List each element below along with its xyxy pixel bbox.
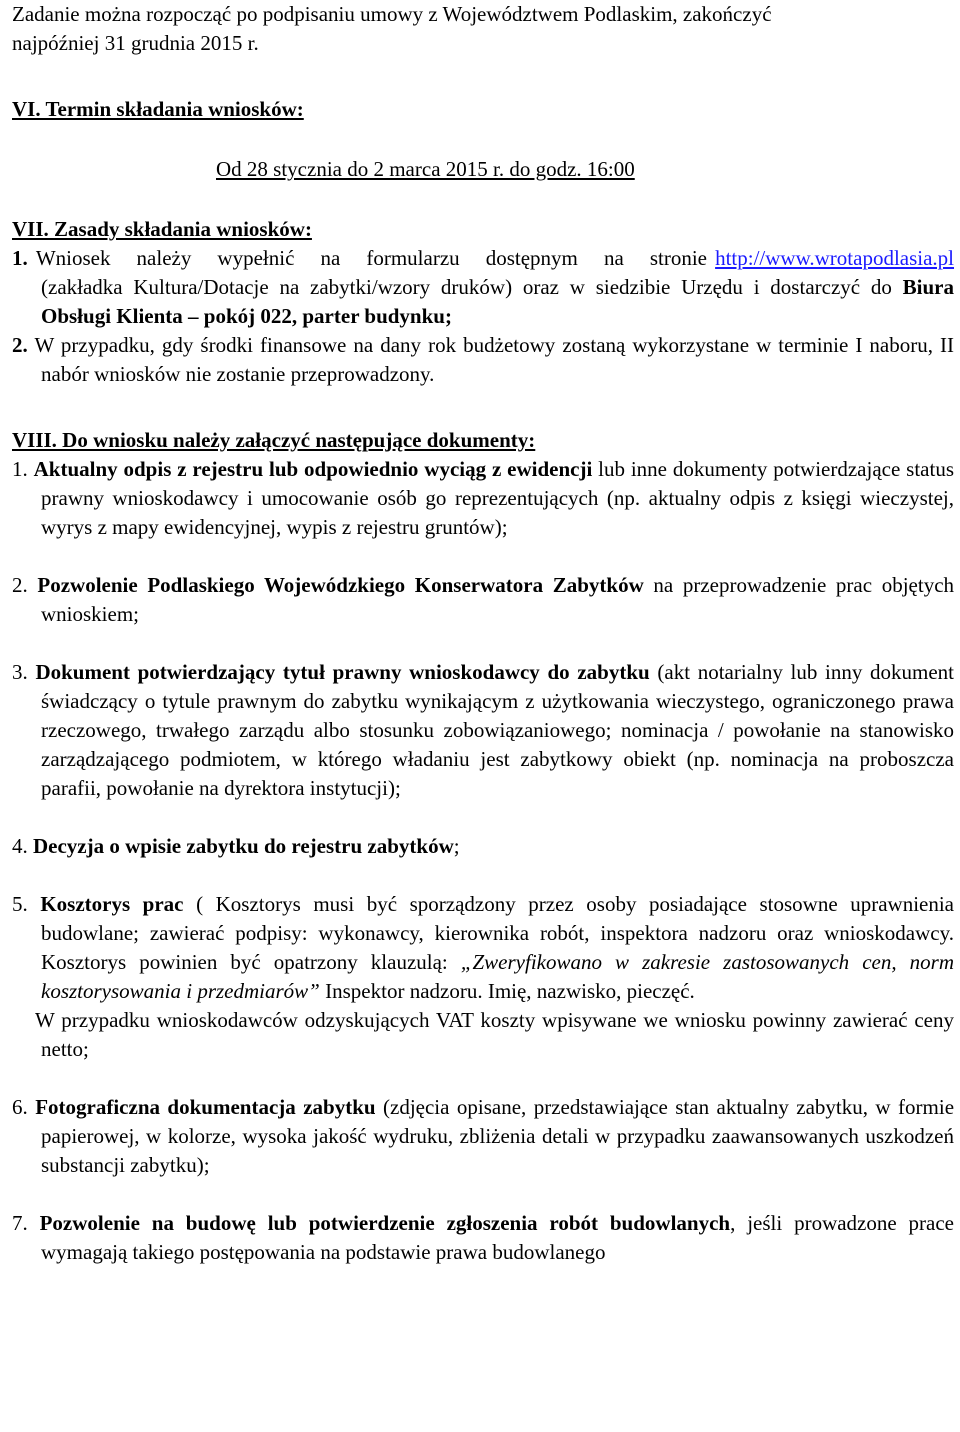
item-text: W przypadku, gdy środki finansowe na dany rok budżetowy zostaną wykorzystane w terminie I naboru, II nabór wniosków nie zostanie przeprowadzony. (34, 333, 954, 386)
deadline-line (12, 155, 954, 184)
intro-paragraph (12, 0, 954, 58)
section-vii-item-1 (12, 244, 954, 331)
item-text-mid: (zakładka Kultura/Dotacje na zabytki/wzory druków) oraz w siedzibie Urzędu i dostarczyć do (41, 275, 892, 299)
item-text: na przeprowadzenie prac objętych wnioskiem; (41, 573, 955, 626)
item-number: 5. (12, 892, 28, 916)
item-text: ; (453, 834, 460, 858)
item-after-text: Inspektor nadzoru. Imię, nazwisko, pieczęć. (325, 979, 695, 1003)
item-number: 1. (12, 246, 28, 270)
item-number: 1. (12, 457, 28, 481)
item-number: 7. (12, 1211, 28, 1235)
item-bold-text: Aktualny odpis z rejestru lub odpowiednio wyciąg z ewidencji (33, 457, 593, 481)
doc-item-6 (12, 1093, 954, 1180)
section-viii-title: VIII. Do wniosku należy załączyć następujące dokumenty: (12, 428, 536, 452)
item-bold-text: Biura Obsługi Klienta – pokój 022, parter budynku; (41, 275, 954, 328)
item-number: 6. (12, 1095, 28, 1119)
item-bold-text: Dokument potwierdzający tytuł prawny wnioskodawcy do zabytku (35, 660, 650, 684)
doc-item-4 (12, 832, 954, 861)
intro-line-1: Zadanie można rozpocząć po podpisaniu umowy z Województwem Podlaskim, zakończyć (12, 2, 772, 26)
item-bold-text: Fotograficzna dokumentacja zabytku (35, 1095, 376, 1119)
item-bold-text: Pozwolenie na budowę lub potwierdzenie zgłoszenia robót budowlanych (39, 1211, 731, 1235)
item-text: Wniosek należy wypełnić na formularzu dostępnym na stronie (35, 246, 707, 270)
intro-line-2: najpóźniej 31 grudnia 2015 r. (12, 31, 259, 55)
doc-item-3 (12, 658, 954, 803)
section-vii-title: VII. Zasady składania wniosków: (12, 217, 312, 241)
item-bold-text: Kosztorys prac (40, 892, 184, 916)
doc-item-2 (12, 571, 954, 629)
deadline-text: Od 28 stycznia do 2 marca 2015 r. do godz. 16:00 (216, 157, 635, 181)
item-text: (akt notarialny lub inny dokument świadczący o tytule prawnym do zabytku wynikającym z użytkowania wieczystego, ograniczonego prawa rzeczowego, trwałego zarządu albo stosunku zobowiązaniowego; nominacja / powołanie na stanowisko zarządzającego podmiotem, w którego władaniu jest zabytkowy obiekt (np. nominacja na proboszcza parafii, powołanie na dyrektora instytucji); (41, 660, 955, 800)
item-vat-text: W przypadku wnioskodawców odzyskujących VAT koszty wpisywane we wniosku powinny zawierać ceny netto; (35, 1008, 954, 1061)
doc-item-7 (12, 1209, 954, 1267)
section-vii-heading (12, 215, 954, 244)
doc-item-5 (12, 890, 954, 1006)
item-text: ( Kosztorys musi być sporządzony przez osoby posiadające stosowne uprawnienia budowlane; zawierać podpisy: wykonawcy, kierownika robót, inspektora nadzoru oraz wnioskodawcy. Kosztorys powinien być opatrzony klauzulą: (41, 892, 955, 974)
section-vii-item-2 (12, 331, 954, 389)
item-text: (zdjęcia opisane, przedstawiające stan aktualny zabytku, w formie papierowej, w kolorze, wysoka jakość wydruku, zbliżenia detali w przypadku zaawansowanych uszkodzeń substancji zabytku); (41, 1095, 955, 1177)
item-number: 2. (12, 333, 28, 357)
item-number: 3. (12, 660, 28, 684)
doc-item-1 (12, 455, 954, 542)
item-text: lub inne dokumenty potwierdzające status prawny wnioskodawcy i umocowanie osób go reprezentujących (np. aktualny odpis z księgi wieczystej, wyrys z mapy ewidencyjnej, wypis z rejestru gruntów); (41, 457, 954, 539)
item-number: 4. (12, 834, 28, 858)
section-vi-title: VI. Termin składania wniosków: (12, 97, 304, 121)
section-vi-heading (12, 95, 954, 124)
section-viii-heading (12, 426, 954, 455)
item-number: 2. (12, 573, 28, 597)
website-link[interactable]: http://www.wrotapodlasia.pl (715, 246, 955, 270)
item-bold-text: Decyzja o wpisie zabytku do rejestru zabytków (33, 834, 454, 858)
doc-item-5-vat-note (12, 1006, 954, 1064)
item-bold-text: Pozwolenie Podlaskiego Wojewódzkiego Konserwatora Zabytków (37, 573, 644, 597)
item-italic-clause: „Zweryfikowano w zakresie zastosowanych cen, norm kosztorysowania i przedmiarów” (41, 950, 954, 1003)
item-text: , jeśli prowadzone prace wymagają takiego postępowania na podstawie prawa budowlanego (41, 1211, 955, 1264)
